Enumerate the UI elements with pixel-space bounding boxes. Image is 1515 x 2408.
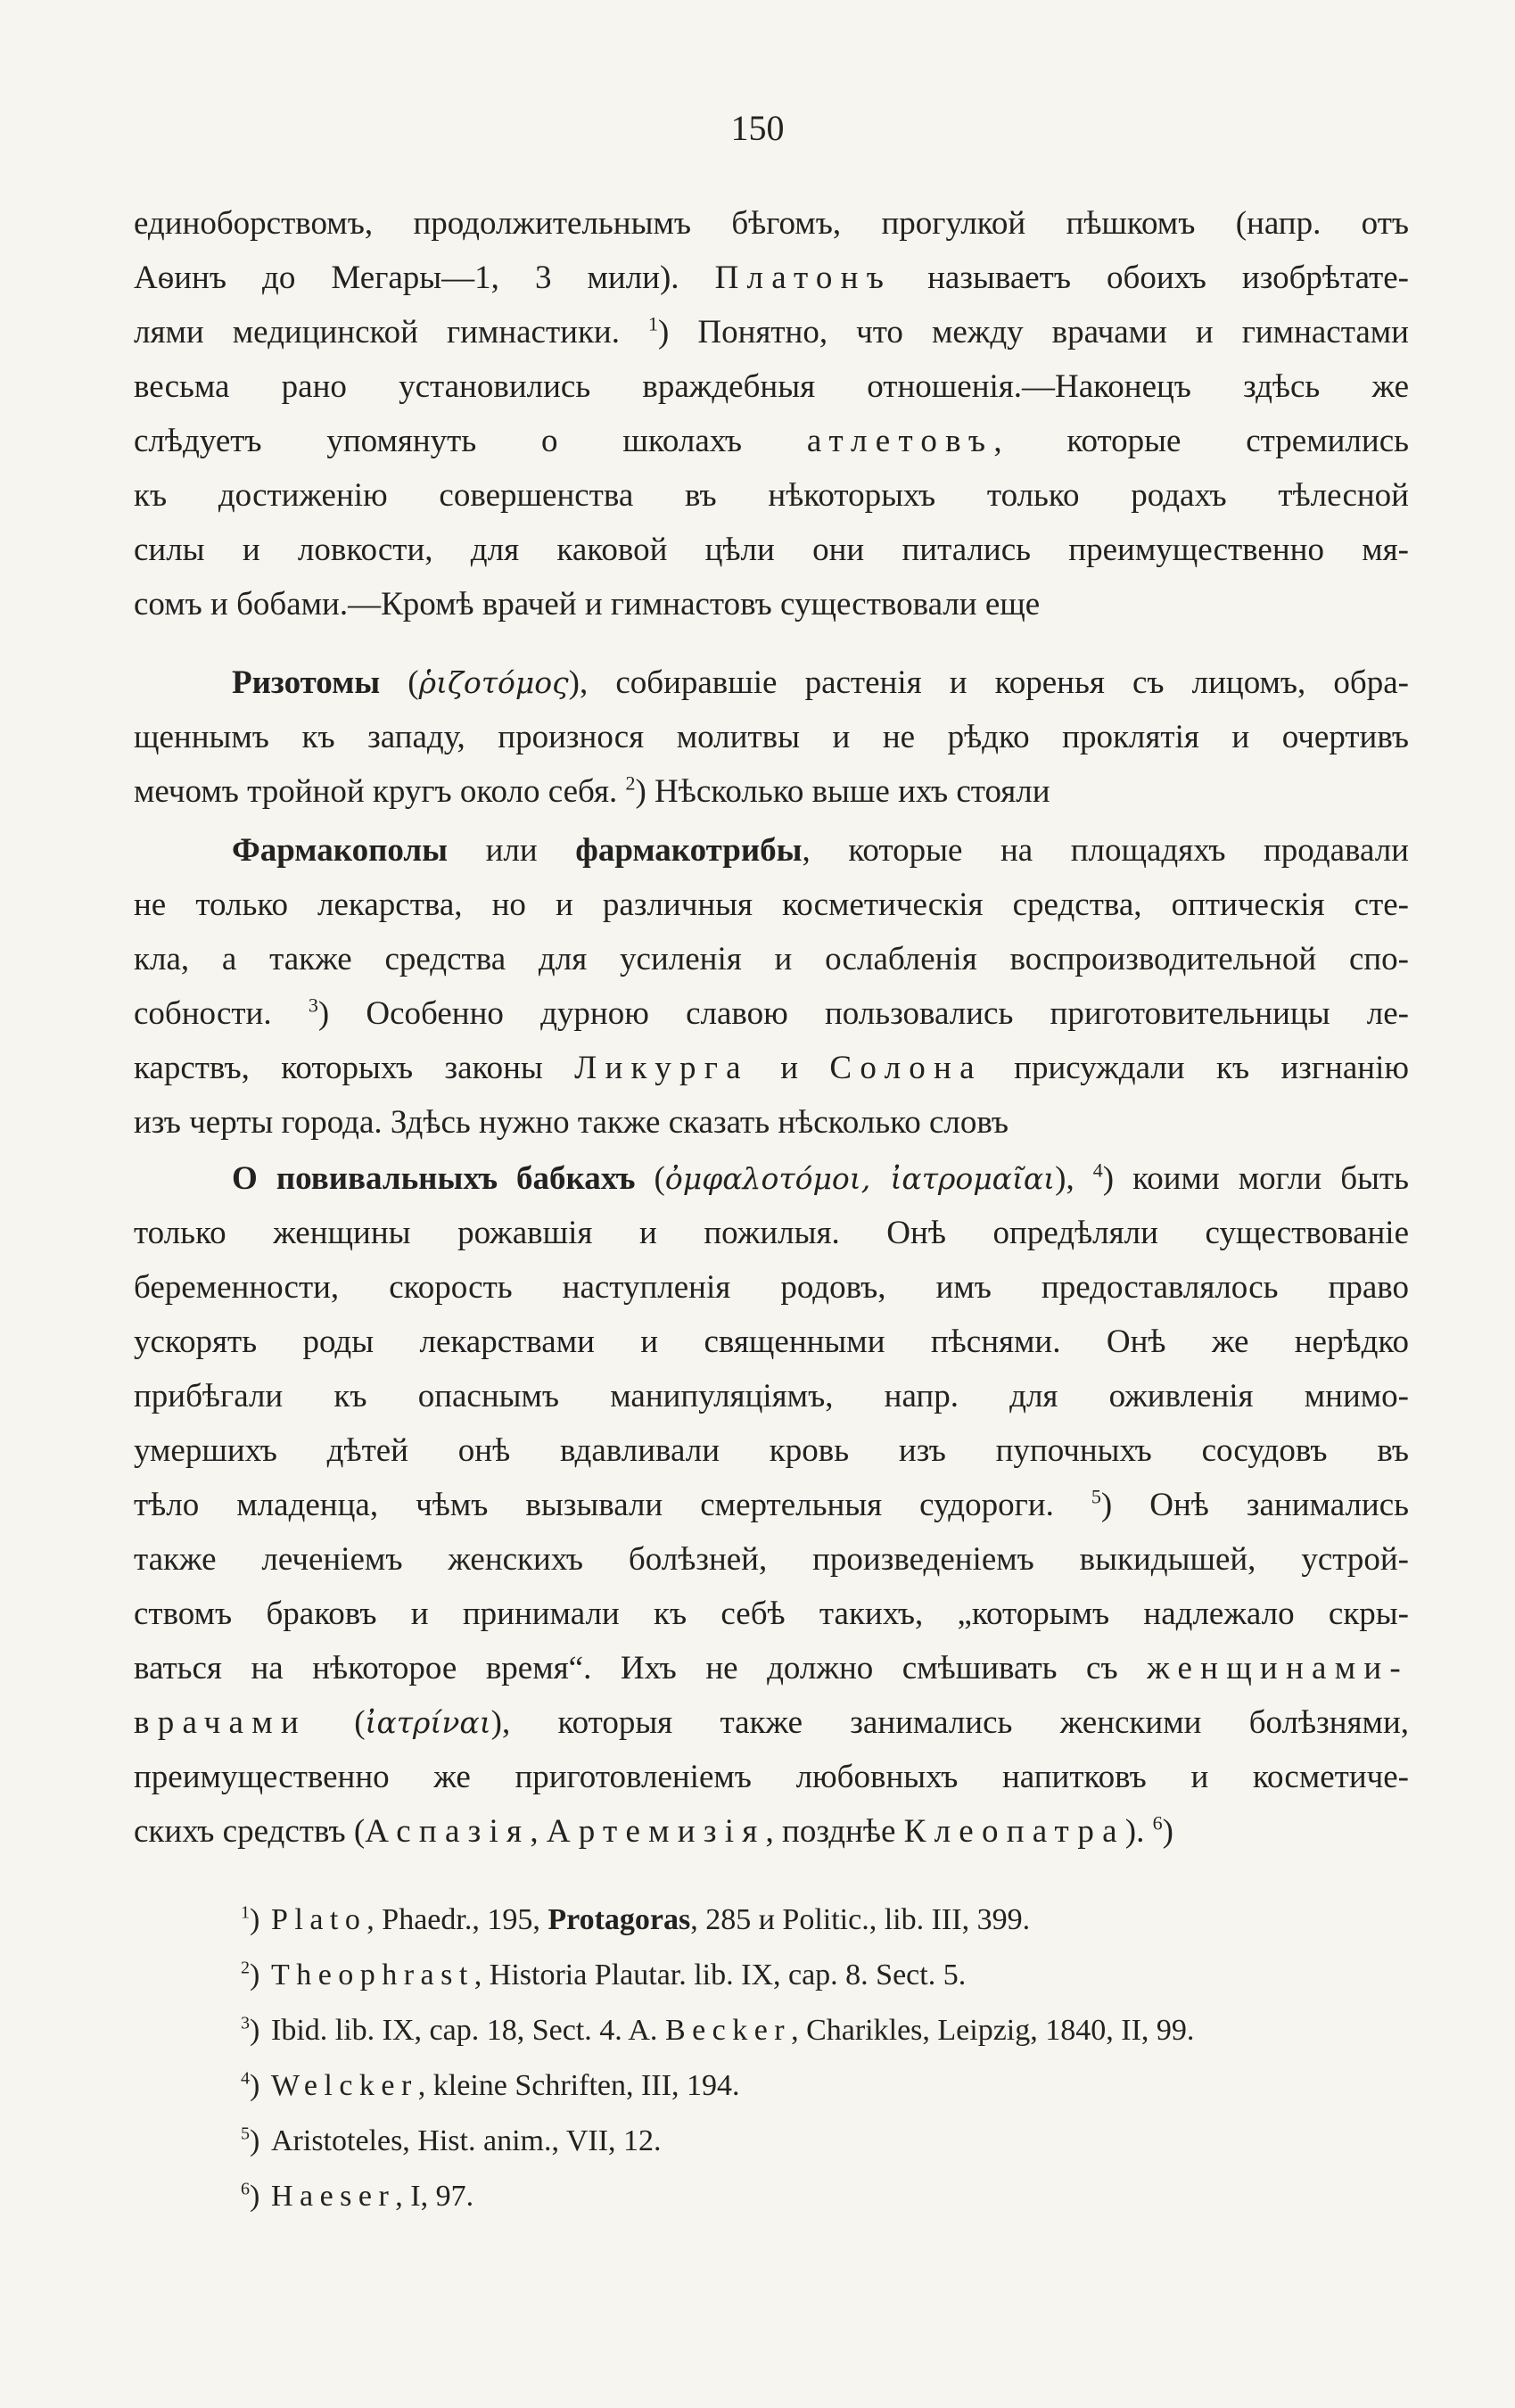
paragraph-2-rhizotomists <box>134 656 1409 819</box>
text-line <box>134 878 1409 932</box>
text-run: , I, 97. <box>395 2180 474 2213</box>
footnote <box>241 2114 1400 2169</box>
text-line <box>134 1641 1409 1695</box>
spaced-name: атлетовъ <box>806 423 994 459</box>
paragraph-4-midwives <box>134 1151 1409 1859</box>
text-run: ), <box>1055 1160 1093 1197</box>
text-line <box>134 1206 1409 1260</box>
text-run: только женщины рожавшія и пожилыя. Онѣ опредѣляли существованіе <box>134 1215 1409 1251</box>
text-line <box>134 196 1409 251</box>
text-run: ( <box>635 1160 665 1197</box>
paragraph-3-pharmacopoles <box>134 823 1409 1150</box>
text-line <box>134 1423 1409 1478</box>
text-run: мечомъ тройной кругъ около себя. <box>134 773 626 810</box>
page-number: 150 <box>730 108 785 148</box>
text-run: ). <box>1124 1813 1153 1850</box>
greek-term: ὀμφαλοτόμοι, ἰατρομαῖαι <box>664 1161 1056 1196</box>
text-run: единоборствомъ, продолжительнымъ бѣгомъ, прогулкой пѣшкомъ (напр. отъ <box>134 205 1409 242</box>
text-run: , которые стремились <box>993 423 1409 459</box>
footnote <box>241 1893 1400 1948</box>
text-line <box>134 1750 1409 1804</box>
author-name: Welcker <box>271 2069 418 2102</box>
text-line <box>134 764 1409 819</box>
text-run: ваться на нѣкоторое время“. Ихъ не должно смѣшивать съ <box>134 1650 1148 1686</box>
spaced-name: Клеопатра <box>903 1813 1125 1850</box>
footnote <box>241 2003 1400 2058</box>
text-line <box>134 1695 1409 1750</box>
text-run: къ достиженію совершенства въ нѣкоторыхъ только родахъ тѣлесной <box>134 477 1409 514</box>
bold-term: Protagoras <box>548 1903 691 1936</box>
text-run: ), которыя также занимались женскими болѣзнями, <box>490 1704 1409 1741</box>
text-run: также леченіемъ женскихъ болѣзней, произведеніемъ выкидышей, устрой- <box>134 1541 1409 1578</box>
text-run: и <box>748 1050 830 1086</box>
text-run: ) Понятно, что между врачами и гимнастами <box>658 314 1409 350</box>
text-run: ), собиравшіе растенія и коренья съ лицомъ, обра- <box>568 664 1409 701</box>
text-line <box>134 305 1409 359</box>
text-run: преимущественно же приготовленіемъ любовныхъ напитковъ и косметиче- <box>134 1759 1409 1795</box>
footnote-ref: 6 <box>1152 1811 1163 1835</box>
footnote <box>241 1948 1400 2003</box>
text-run: Aristoteles, Hist. anim., VII, 12. <box>271 2124 662 2157</box>
text-line <box>134 1151 1409 1206</box>
footnote-ref: 5 <box>1091 1485 1101 1508</box>
text-line <box>134 1587 1409 1641</box>
spaced-name: Платонъ <box>714 260 893 296</box>
footnote-marker: 2 <box>241 1958 250 1978</box>
text-run: называетъ обоихъ изобрѣтате- <box>892 260 1409 296</box>
text-line <box>134 359 1409 414</box>
text-run: силы и ловкости, для каковой цѣли они питались преимущественно мя- <box>134 532 1409 568</box>
footnote <box>241 2169 1400 2224</box>
text-line <box>134 1260 1409 1315</box>
text-line <box>134 1369 1409 1423</box>
footnote-number: $^6$) <box>241 2179 260 2213</box>
text-run: сомъ и бобами.—Кромѣ врачей и гимнастовъ существовали еще <box>134 586 1041 623</box>
text-run: , которые на площадяхъ продавали <box>802 832 1409 869</box>
bold-term: О повивальныхъ бабкахъ <box>232 1160 636 1197</box>
text-run: , kleine Schriften, III, 194. <box>417 2069 740 2102</box>
text-line <box>134 1532 1409 1587</box>
text-line <box>134 251 1409 305</box>
footnote-ref: 4 <box>1092 1159 1103 1182</box>
text-run: тѣло младенца, чѣмъ вызывали смертельныя судороги. <box>134 1487 1091 1523</box>
text-run: весьма рано установились враждебныя отношенія.—Наконецъ здѣсь же <box>134 368 1409 405</box>
footnote-number: $^5$) <box>241 2123 260 2157</box>
text-run: ) Особенно дурною славою пользовались приготовительницы ле- <box>317 995 1409 1032</box>
footnote-number: $^3$) <box>241 2013 260 2047</box>
spaced-name: врачами <box>134 1704 307 1741</box>
text-run: прибѣгали къ опаснымъ манипуляціямъ, напр. для оживленія мнимо- <box>134 1378 1409 1414</box>
text-run: ) коими могли быть <box>1102 1160 1409 1197</box>
text-run: присуждали къ изгнанію <box>982 1050 1409 1086</box>
bold-term: Фармакополы <box>232 832 449 869</box>
spaced-name: Ликурга <box>574 1050 749 1086</box>
text-run: , Charikles, Leipzig, 1840, II, 99. <box>791 2014 1195 2047</box>
text-run: слѣдуетъ упомянуть о школахъ <box>134 423 807 459</box>
text-line <box>134 710 1409 764</box>
text-line <box>134 823 1409 878</box>
text-run: лями медицинской гимнастики. <box>134 314 648 350</box>
footnote-marker: 4 <box>241 2068 250 2089</box>
bold-term: фармакотрибы <box>575 832 803 869</box>
text-run: ) <box>1162 1813 1173 1850</box>
text-run: , Phaedr., 195, <box>366 1903 548 1936</box>
footnote-marker: 5 <box>241 2123 250 2144</box>
text-run: не только лекарства, но и различныя косметическія средства, оптическія сте- <box>134 887 1409 923</box>
text-run: , 285 и Politic., lib. III, 399. <box>690 1903 1031 1936</box>
author-name: Becker <box>664 2014 792 2047</box>
paragraph-1 <box>134 196 1409 631</box>
text-run: скихъ средствъ ( <box>134 1813 366 1850</box>
footnote-marker: 1 <box>241 1902 250 1923</box>
author-name: Haeser <box>271 2180 396 2213</box>
text-run: ускорять роды лекарствами и священными пѣснями. Онѣ же нерѣдко <box>134 1324 1409 1360</box>
text-line <box>134 986 1409 1041</box>
text-run: щеннымъ къ западу, произнося молитвы и не рѣдко проклятія и очертивъ <box>134 719 1409 755</box>
text-run: ( <box>380 664 419 701</box>
text-line <box>134 414 1409 468</box>
author-name: Plato <box>271 1903 367 1936</box>
footnote-number: $^2$) <box>241 1958 260 1992</box>
text-line <box>134 468 1409 523</box>
footnote-number: $^4$) <box>241 2068 260 2102</box>
greek-term: ῥιζοτόμος <box>418 665 569 700</box>
text-line <box>134 656 1409 710</box>
text-run: ствомъ браковъ и принимали къ себѣ такихъ, „которымъ надлежало скры- <box>134 1596 1409 1632</box>
spaced-name: женщинами- <box>1147 1650 1409 1686</box>
text-line <box>134 1315 1409 1369</box>
text-run: карствъ, которыхъ законы <box>134 1050 575 1086</box>
footnote-marker: 3 <box>241 2013 250 2033</box>
text-run: кла, а также средства для усиленія и ослабленія воспроизводительной спо- <box>134 941 1409 977</box>
footnote-marker: 6 <box>241 2179 250 2199</box>
text-run: , позднѣе <box>765 1813 904 1850</box>
text-run: Аѳинъ до Мегары—1, 3 мили). <box>134 260 715 296</box>
text-run: , <box>530 1813 547 1850</box>
text-run: ) Нѣсколько выше ихъ стояли <box>635 773 1050 810</box>
footnote-ref: 1 <box>648 312 658 335</box>
spaced-name: Аспазія <box>365 1813 531 1850</box>
footnote-ref: 2 <box>625 771 636 795</box>
text-run: собности. <box>134 995 309 1032</box>
text-line <box>134 1095 1409 1150</box>
author-name: Theophrast <box>271 1959 474 1992</box>
bold-term: Ризотомы <box>232 664 381 701</box>
text-run: , Historia Plautar. lib. IX, cap. 8. Sect. 5. <box>473 1959 967 1992</box>
text-run: беременности, скорость наступленія родовъ, имъ предоставлялось право <box>134 1269 1409 1306</box>
footnotes <box>241 1893 1400 2224</box>
footnote-number: $^1$) <box>241 1902 260 1936</box>
text-line <box>134 577 1409 631</box>
footnote-ref: 3 <box>308 994 318 1017</box>
footnote <box>241 2058 1400 2114</box>
text-line <box>134 1804 1409 1859</box>
text-line <box>134 1041 1409 1095</box>
text-run: или <box>448 832 576 869</box>
text-line <box>134 1478 1409 1532</box>
text-run: Ibid. lib. IX, cap. 18, Sect. 4. A. <box>271 2014 665 2047</box>
text-line <box>134 523 1409 577</box>
text-run: ( <box>306 1704 366 1741</box>
text-run: умершихъ дѣтей онѣ вдавливали кровь изъ пупочныхъ сосудовъ въ <box>134 1432 1409 1469</box>
text-run: ) Онѣ занимались <box>1100 1487 1409 1523</box>
greek-term: ἰατρίναι <box>365 1705 491 1740</box>
spaced-name: Солона <box>829 1050 983 1086</box>
text-run: изъ черты города. Здѣсь нужно также сказать нѣсколько словъ <box>134 1104 1009 1141</box>
spaced-name: Артемизія <box>546 1813 766 1850</box>
text-line <box>134 932 1409 986</box>
